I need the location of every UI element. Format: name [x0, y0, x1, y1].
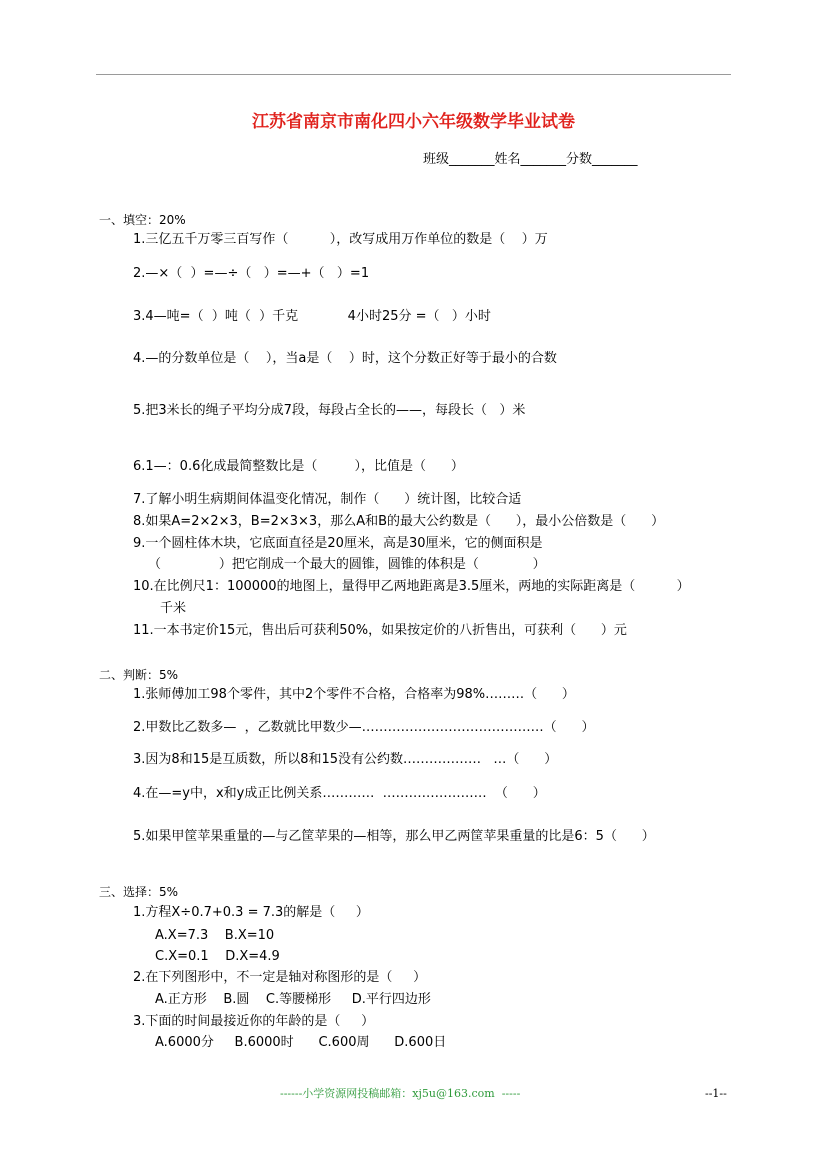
section3-heading: 三、选择：5%	[99, 885, 179, 899]
question-line: 1.三亿五千万零三百写作（ ），改写成用万作单位的数是（ ）万	[133, 232, 548, 247]
question-line: 3.下面的时间最接近你的年龄的是（ ）	[133, 1014, 375, 1029]
question-line: 11.一本书定价15元，售出后可获利50%，如果按定价的八折售出，可获利（ ）元	[133, 623, 627, 638]
question-line: 7.了解小明生病期间体温变化情况，制作（ ）统计图，比较合适	[133, 492, 522, 507]
section2-heading: 二、判断：5%	[99, 668, 179, 682]
student-info-line: 班级_______姓名_______分数_______	[423, 152, 638, 167]
question-line: 4.在—=y中，x和y成正比例关系………… …………………… （ ）	[133, 786, 546, 801]
question-line: 3.4—吨=（ ）吨（ ）千克 4小时25分 =（ ）小时	[133, 309, 491, 324]
question-line: 千米	[160, 601, 187, 616]
question-line: 9.一个圆柱体木块，它底面直径是20厘米，高是30厘米，它的侧面积是	[133, 536, 543, 551]
question-line: 10.在比例尺1：100000的地图上，量得甲乙两地距离是3.5厘米，两地的实际距离是（ ）	[133, 579, 690, 594]
option-line: A.X=7.3 B.X=10	[155, 928, 275, 943]
question-line: 1.方程X÷0.7+0.3 = 7.3的解是（ ）	[133, 905, 369, 920]
question-line: 1.张师傅加工98个零件，其中2个零件不合格，合格率为98%………（ ）	[133, 687, 575, 702]
top-rule	[96, 74, 731, 75]
question-line: （ ）把它削成一个最大的圆锥，圆锥的体积是（ ）	[148, 557, 546, 572]
question-line: 5.如果甲筐苹果重量的—与乙筐苹果的—相等，那么甲乙两筐苹果重量的比是6：5（ ）	[133, 829, 655, 844]
question-line: 3.因为8和15是互质数，所以8和15没有公约数……………… …（ ）	[133, 752, 558, 767]
question-line: 2.—×（ ）=—÷（ ）=—+（ ）=1	[133, 266, 370, 281]
option-line: C.X=0.1 D.X=4.9	[155, 949, 280, 964]
section1-heading: 一、填空：20%	[99, 213, 186, 227]
footer-text: ------小学资源网投稿邮箱：xj5u@163.com -----	[280, 1087, 521, 1100]
question-line: 2.在下列图形中，不一定是轴对称图形的是（ ）	[133, 970, 427, 985]
page-title: 江苏省南京市南化四小六年级数学毕业试卷	[252, 112, 575, 132]
option-line: A.正方形 B.圆 C.等腰梯形 D.平行四边形	[155, 992, 431, 1007]
question-line: 8.如果A=2×2×3，B=2×3×3，那么A和B的最大公约数是（ ），最小公倍数是（ ）	[133, 514, 665, 529]
question-line: 2.甲数比乙数多— ，乙数就比甲数少—……………………………………（ ）	[133, 720, 595, 735]
question-line: 5.把3米长的绳子平均分成7段，每段占全长的——，每段长（ ）米	[133, 403, 526, 418]
question-line: 4.—的分数单位是（ ），当a是（ ）时，这个分数正好等于最小的合数	[133, 351, 557, 366]
question-line: 6.1—：0.6化成最简整数比是（ ），比值是（ ）	[133, 459, 464, 474]
page-number: --1--	[705, 1087, 727, 1100]
option-line: A.6000分 B.6000时 C.600周 D.600日	[155, 1035, 447, 1050]
